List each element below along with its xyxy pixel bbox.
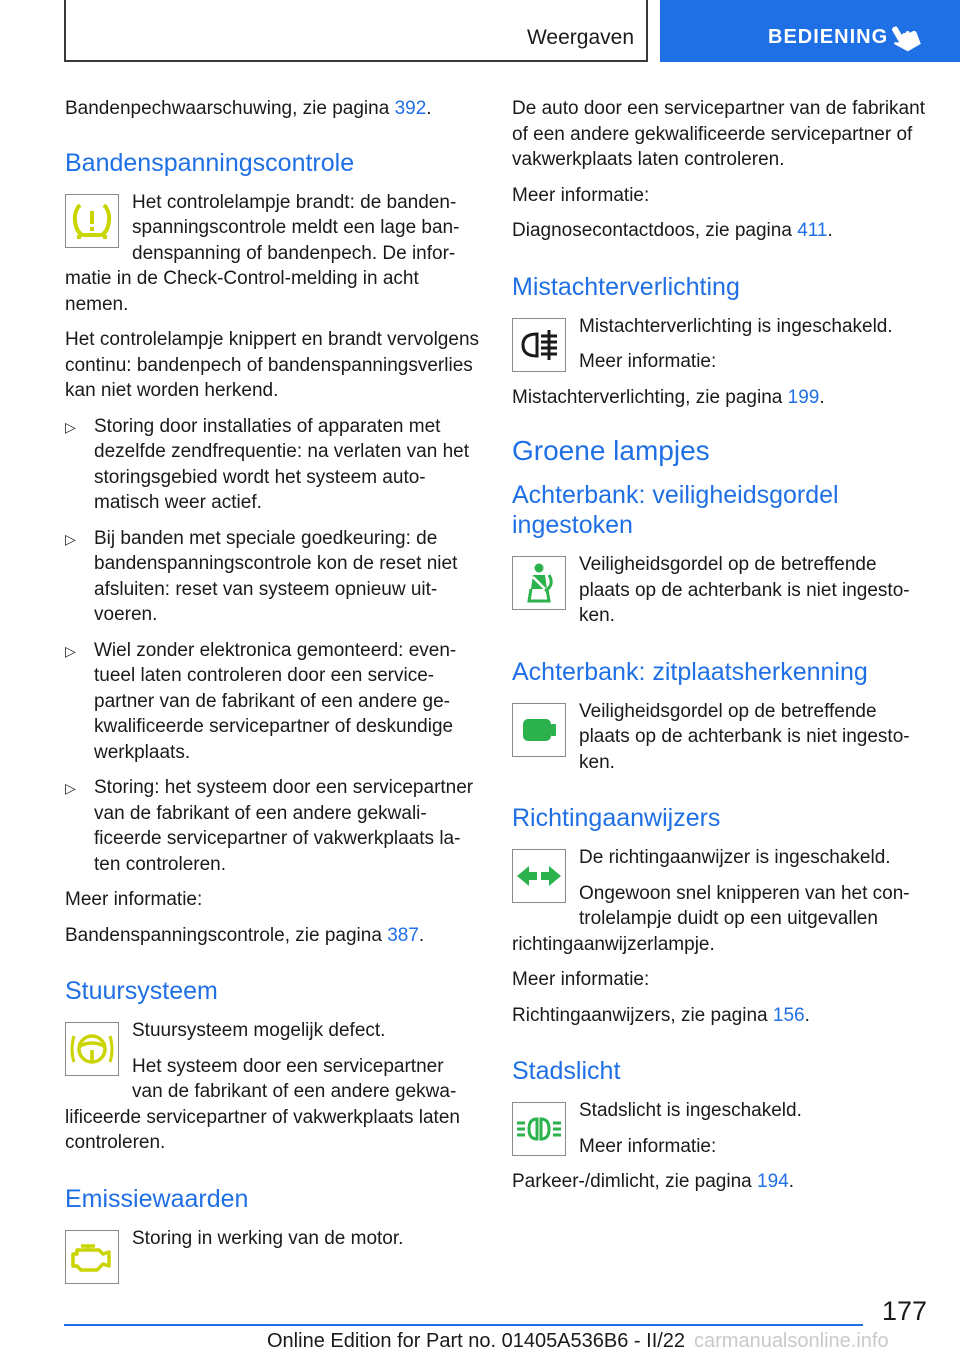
page-link[interactable]: 194: [757, 1171, 789, 1192]
section-heading-tpms: Bandenspanningscontrole: [65, 148, 355, 177]
page-link[interactable]: 392: [394, 98, 427, 119]
section-heading-turn-signals: Richtingaanwijzers: [512, 804, 721, 832]
page-header: [0, 0, 960, 66]
left-column: [65, 96, 479, 1290]
steering-text-1: Stuursysteem mogelijk defect.: [132, 1020, 386, 1041]
engine-check-icon: [65, 1230, 119, 1284]
section-heading-seatbelt: Achterbank: veiligheidsgordel ingestoken: [512, 481, 839, 539]
tpms-bullet-list: [65, 414, 479, 878]
turn-signal-icon: [512, 849, 566, 903]
section-heading-parking-light: Stadslicht: [512, 1057, 621, 1085]
parking-light-icon: [512, 1102, 566, 1156]
triangle-bullet-icon: ▷: [65, 780, 76, 796]
section-heading-emission: Emissiewaarden: [65, 1184, 249, 1213]
page-link[interactable]: 411: [797, 220, 828, 241]
seat-occupancy-icon: [512, 703, 566, 757]
section-heading-steering: Stuursysteem: [65, 977, 218, 1005]
header-chapter-tab[interactable]: [660, 0, 960, 62]
section-heading-green-lamps: Groene lampjes: [512, 435, 710, 466]
page-link[interactable]: 387: [387, 924, 419, 946]
tire-failure-reference: Bandenpechwaarschuwing, zie pagina 392.: [65, 98, 432, 119]
footer-edition: Online Edition for Part no. 01405A536B6 - II/22: [267, 1330, 686, 1352]
triangle-bullet-icon: ▷: [65, 642, 76, 659]
list-item: ▷ Storing door installaties of apparaten met dezelfde zendfrequentie: na verlaten van het storingsgebied wordt het systeem automatisch weer actief.: [65, 415, 469, 513]
diagnosis-reference: Diagnosecontactdoos, zie pagina 411.: [512, 220, 833, 241]
right-column: [512, 96, 926, 1205]
rear-fog-text-1: Mistachterverlichting is ingeschakeld.: [579, 315, 893, 337]
seatbelt-text-1: Veiligheidsgordel op de betreffende plaats op de achterbank is niet ingestoken.: [579, 554, 910, 626]
page-link[interactable]: 156: [772, 1004, 805, 1026]
tpms-reference: Bandenspanningscontrole, zie pagina 387.: [65, 924, 425, 946]
seatbelt-fastened-icon: [512, 556, 566, 610]
section-heading-rear-fog: Mistachterverlichting: [512, 272, 740, 301]
tpms-text-1: Het controlelampje brandt: de bandenspanningscontrole meldt een lage bandenspanning of bandenpech. De informatie in de Check-Control-melding in acht nemen.: [65, 191, 460, 315]
turn-signal-text-1: De richtingaanwijzer is ingeschakeld.: [579, 847, 891, 868]
parking-light-reference: Parkeer-/dimlicht, zie pagina 194.: [512, 1171, 794, 1192]
header-section-title: Weergaven: [526, 26, 634, 49]
more-info-label: Meer informatie:: [65, 889, 203, 910]
header-chapter-label: BEDIENING: [768, 26, 889, 48]
emission-text-1: Storing in werking van de motor.: [132, 1227, 404, 1249]
list-item: ▷ Wiel zonder elektronica gemonteerd: eventueel laten controleren door een servicepartner van de fabrikant of een andere gekwalificeerde servicepartner of deskundige werkplaats.: [65, 639, 457, 763]
tire-pressure-warning-icon: [65, 194, 119, 248]
tpms-text-2: Het controlelampje knippert en brandt vervolgens continu: bandenpech of bandenspanningsverlies kan niet worden herkend.: [65, 329, 480, 401]
turn-signal-reference: Richtingaanwijzers, zie pagina 156.: [512, 1004, 810, 1026]
watermark: carmanualsonline.info: [694, 1330, 889, 1352]
header-section-box: [64, 0, 648, 62]
more-info-label: Meer informatie:: [579, 351, 717, 372]
turn-signal-text-2: Ongewoon snel knipperen van het controlelampje duidt op een uitgevallen richtingaanwijzerlampje.: [512, 882, 910, 955]
section-heading-seat-occupancy: Achterbank: zitplaatsherkenning: [512, 657, 868, 686]
triangle-bullet-icon: ▷: [65, 418, 76, 435]
list-item: ▷ Storing: het systeem door een servicepartner van de fabrikant of een andere gekwalificeerde servicepartner of vakwerkplaats laten controleren.: [65, 777, 474, 875]
steering-text-2: Het systeem door een servicepartner van de fabrikant of een andere gekwalificeerde servicepartner of vakwerkplaats laten controleren.: [65, 1055, 460, 1153]
steering-warning-icon: [65, 1022, 119, 1076]
footer-divider: [64, 1324, 863, 1326]
page-link[interactable]: 199: [787, 386, 820, 408]
list-item: ▷ Bij banden met speciale goedkeuring: de bandenspanningscontrole kon de reset niet afsluiten: reset van systeem opnieuw uitvoeren.: [65, 527, 458, 625]
pointing-hand-icon: [892, 22, 922, 54]
parking-light-text-1: Stadslicht is ingeschakeld.: [579, 1100, 802, 1121]
service-text: De auto door een servicepartner van de fabrikant of een andere gekwalificeerde servicepartner of vakwerkplaats laten controleren.: [512, 98, 925, 170]
triangle-bullet-icon: ▷: [65, 530, 76, 547]
more-info-label: Meer informatie:: [512, 184, 650, 206]
more-info-label: Meer informatie:: [512, 969, 650, 990]
rear-fog-light-icon: [512, 318, 566, 372]
rear-fog-reference: Mistachterverlichting, zie pagina 199.: [512, 386, 825, 408]
page-number: 177: [881, 1296, 927, 1326]
more-info-label: Meer informatie:: [579, 1135, 717, 1157]
seat-occupancy-text-1: Veiligheidsgordel op de betreffende plaats op de achterbank is niet ingestoken.: [579, 700, 910, 773]
